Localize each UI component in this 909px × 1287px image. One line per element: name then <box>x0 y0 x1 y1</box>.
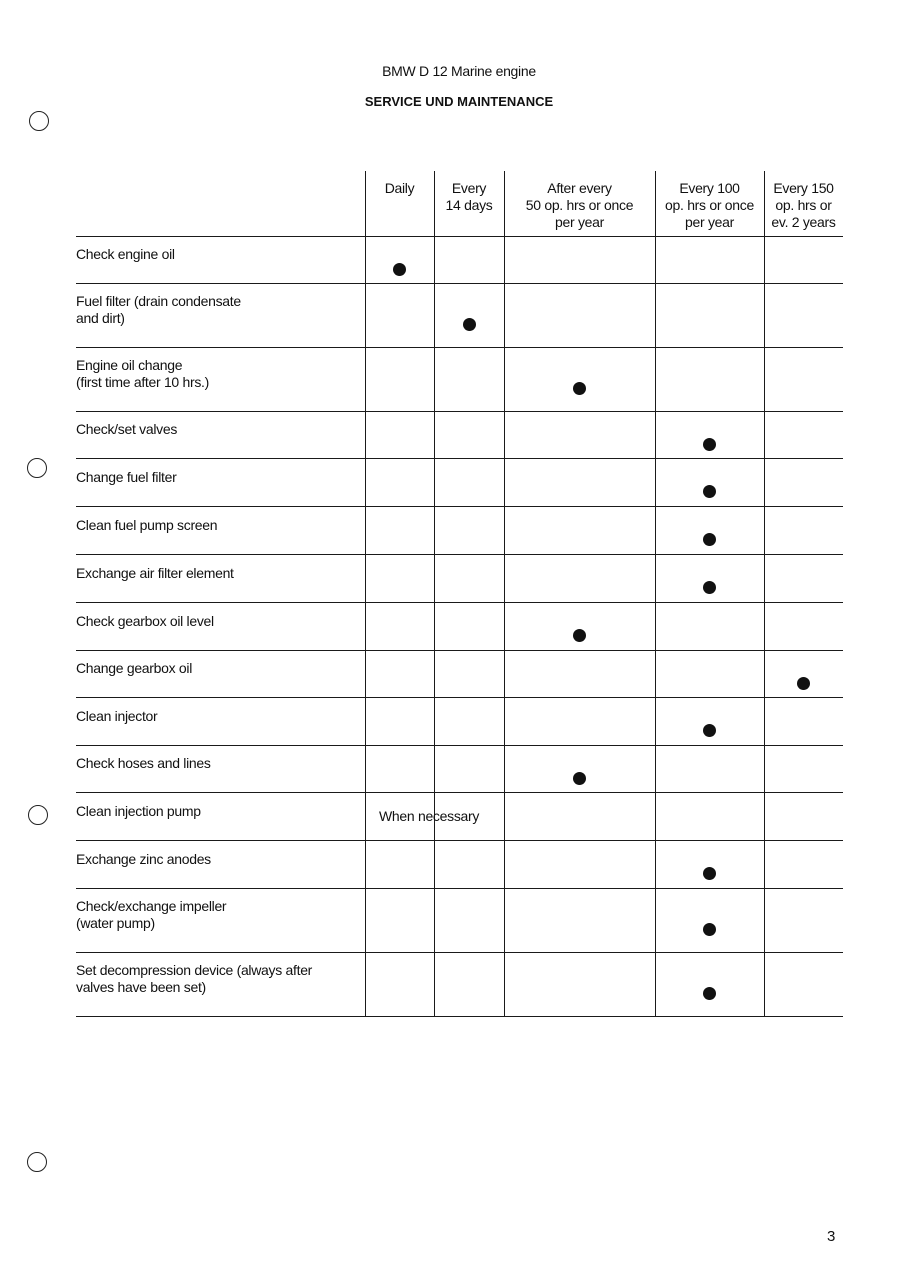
row-divider <box>76 792 843 793</box>
task-label: Clean injector <box>76 707 158 724</box>
row-divider <box>76 650 843 651</box>
row-divider <box>76 1016 843 1017</box>
task-label: Check gearbox oil level <box>76 612 214 629</box>
row-divider <box>76 236 843 237</box>
task-label: Check hoses and lines <box>76 755 211 771</box>
row-divider <box>76 347 843 348</box>
document-subtitle: SERVICE UND MAINTENANCE <box>364 94 554 109</box>
schedule-mark-icon <box>703 438 716 451</box>
schedule-mark-icon <box>703 867 716 880</box>
row-divider <box>76 411 843 412</box>
column-header: Daily <box>384 180 415 196</box>
schedule-mark-icon <box>463 318 476 331</box>
schedule-mark-icon <box>573 382 586 395</box>
task-label: Engine oil change (first time after 10 hrs.) <box>76 357 210 390</box>
row-divider <box>76 840 843 841</box>
column-header: Every 14 days <box>445 180 493 213</box>
task-label: Check engine oil <box>76 246 175 262</box>
task-label: Clean fuel pump screen <box>76 516 218 533</box>
page-number: 3 <box>827 1228 836 1245</box>
punch-hole-icon <box>28 805 48 825</box>
task-label: Check/exchange impeller (water pump) <box>76 898 227 931</box>
column-divider <box>504 171 505 1016</box>
punch-hole-icon <box>27 1152 47 1172</box>
row-divider <box>76 283 843 284</box>
service-schedule-table <box>76 171 843 1016</box>
row-divider <box>76 888 843 889</box>
row-divider <box>76 745 843 746</box>
schedule-mark-icon <box>393 263 406 276</box>
task-label: Check/set valves <box>76 421 178 437</box>
row-divider <box>76 602 843 603</box>
column-divider <box>365 171 366 1016</box>
punch-hole-icon <box>29 111 49 131</box>
task-label: Exchange zinc anodes <box>76 850 211 867</box>
column-divider <box>434 171 435 1016</box>
schedule-mark-icon <box>703 923 716 936</box>
task-label: Exchange air filter element <box>76 564 234 581</box>
schedule-mark-icon <box>573 772 586 785</box>
task-label: Clean injection pump <box>76 802 201 819</box>
schedule-mark-icon <box>703 485 716 498</box>
schedule-mark-icon <box>573 629 586 642</box>
task-label: Change fuel filter <box>76 468 177 485</box>
document-title: BMW D 12 Marine engine <box>382 63 536 79</box>
schedule-mark-icon <box>703 581 716 594</box>
row-divider <box>76 506 843 507</box>
task-label: Fuel filter (drain condensate and dirt) <box>76 293 241 326</box>
row-divider <box>76 554 843 555</box>
punch-hole-icon <box>27 458 47 478</box>
schedule-mark-icon <box>703 533 716 546</box>
column-divider <box>655 171 656 1016</box>
row-divider <box>76 458 843 459</box>
row-divider <box>76 697 843 698</box>
row-divider <box>76 952 843 953</box>
task-label: Change gearbox oil <box>76 660 193 676</box>
column-header: Every 100 op. hrs or once per year <box>665 180 754 230</box>
column-header: After every 50 op. hrs or once per year <box>525 180 634 230</box>
column-header: Every 150 op. hrs or ev. 2 years <box>771 180 836 230</box>
schedule-mark-icon <box>703 987 716 1000</box>
schedule-mark-icon <box>703 724 716 737</box>
interval-note: When necessary <box>379 808 480 824</box>
schedule-mark-icon <box>797 677 810 690</box>
task-label: Set decompression device (always after valves have been set) <box>76 962 313 995</box>
column-divider <box>764 171 765 1016</box>
